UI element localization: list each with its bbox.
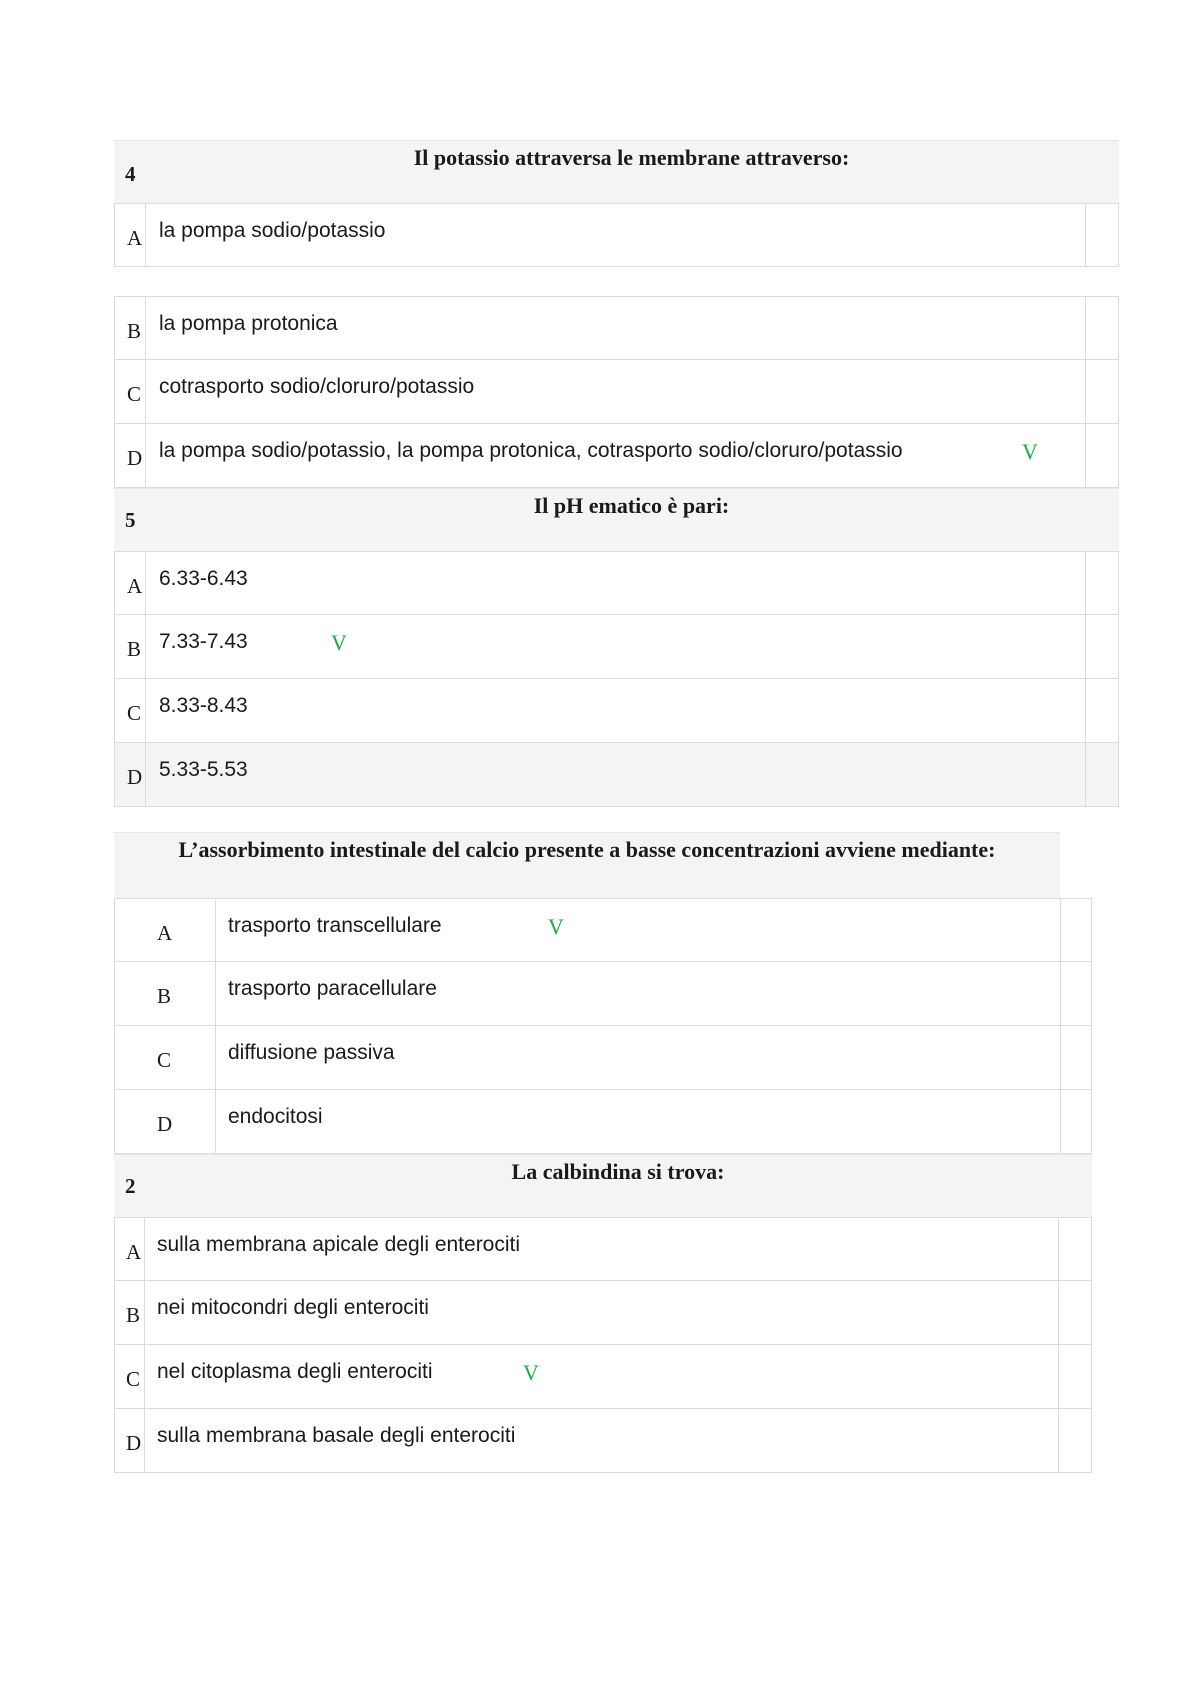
option-row [114, 296, 1119, 360]
option-row [114, 424, 1119, 488]
question-number: 2 [125, 1174, 136, 1198]
question-text: La calbindina si trova: [511, 1159, 725, 1184]
correct-mark: V [331, 630, 347, 655]
option-letter: C [126, 1367, 141, 1391]
option-text: 8.33-8.43 [159, 694, 248, 717]
question-5-block [114, 488, 1119, 808]
option-text: la pompa sodio/potassio, la pompa protonica, cotrasporto sodio/cloruro/potassio [159, 439, 903, 462]
question-number: 5 [125, 508, 136, 532]
option-letter: A [127, 574, 143, 598]
option-row [114, 1090, 1092, 1154]
option-text: endocitosi [228, 1105, 323, 1128]
option-row [114, 1409, 1092, 1473]
option-text: la pompa sodio/potassio [159, 219, 386, 242]
option-letter: C [127, 382, 142, 406]
option-row [114, 203, 1119, 267]
question-calcio-block [114, 832, 1092, 1154]
option-text: trasporto paracellulare [228, 977, 437, 1000]
question-text: Il pH ematico è pari: [533, 493, 730, 518]
question-number: 4 [125, 162, 136, 186]
option-text: sulla membrana apicale degli enterociti [157, 1233, 521, 1256]
option-letter: D [127, 765, 143, 789]
option-letter: B [126, 1303, 141, 1327]
option-letter: D [126, 1431, 142, 1455]
option-text: 7.33-7.43 [159, 630, 248, 653]
option-text: 5.33-5.53 [159, 758, 248, 781]
option-text: nei mitocondri degli enterociti [157, 1296, 429, 1319]
option-letter: A [157, 921, 173, 945]
option-row [114, 1026, 1092, 1090]
option-text: trasporto transcellulare [228, 914, 442, 937]
option-text: diffusione passiva [228, 1041, 395, 1064]
option-text: sulla membrana basale degli enterociti [157, 1424, 516, 1447]
option-row [114, 615, 1119, 679]
question-4-block [114, 140, 1119, 488]
question-text: L’assorbimento intestinale del calcio presente a basse concentrazioni avviene mediante: [178, 837, 996, 862]
option-row [114, 679, 1119, 743]
option-row [114, 360, 1119, 424]
option-row [114, 1217, 1092, 1281]
option-row [114, 962, 1092, 1026]
option-letter: D [157, 1112, 173, 1136]
correct-mark: V [548, 914, 564, 939]
option-letter: A [127, 226, 143, 250]
question-2-block [114, 1154, 1092, 1474]
correct-mark: V [523, 1360, 539, 1385]
option-text: nel citoplasma degli enterociti [157, 1360, 433, 1383]
option-letter: B [127, 319, 142, 343]
option-row [114, 1281, 1092, 1345]
option-letter: D [127, 446, 143, 470]
option-row [114, 898, 1092, 962]
option-text: 6.33-6.43 [159, 567, 248, 590]
question-calcio-header [114, 832, 1060, 898]
question-5-header [114, 488, 1119, 551]
option-letter: A [126, 1240, 142, 1264]
option-letter: C [157, 1048, 172, 1072]
option-letter: B [127, 637, 142, 661]
option-row [114, 1345, 1092, 1409]
question-text: Il potassio attraversa le membrane attraverso: [413, 145, 850, 170]
question-2-header [114, 1154, 1092, 1217]
question-4-header [114, 140, 1119, 203]
option-text: la pompa protonica [159, 312, 338, 335]
correct-mark: V [1022, 439, 1038, 464]
option-row [114, 743, 1119, 807]
option-row [114, 551, 1119, 615]
option-letter: B [157, 984, 172, 1008]
option-letter: C [127, 701, 142, 725]
option-text: cotrasporto sodio/cloruro/potassio [159, 375, 475, 398]
